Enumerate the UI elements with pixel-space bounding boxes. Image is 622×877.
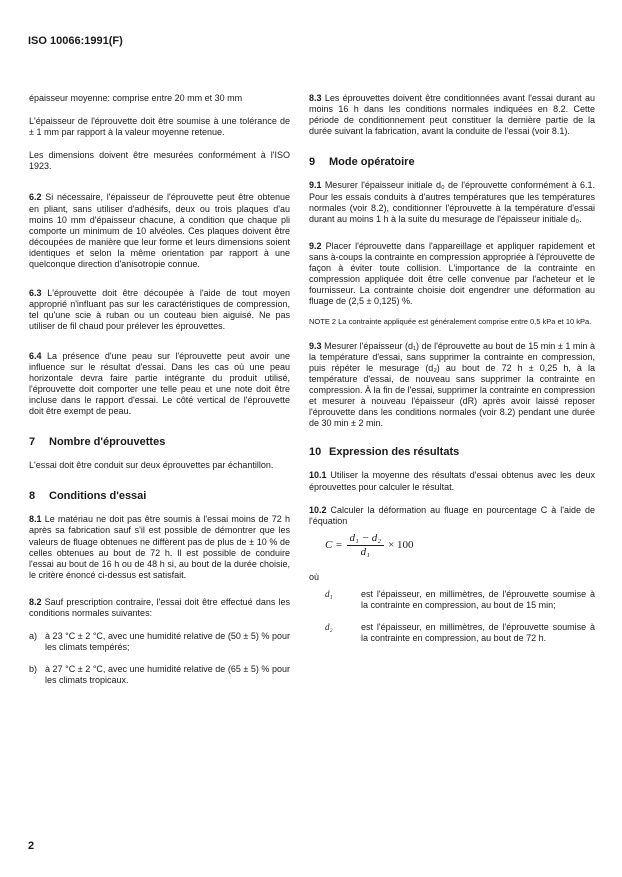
section-number: 8 [29,490,36,503]
paragraph: épaisseur moyenne: comprise entre 20 mm et 30 mm [29,93,243,103]
note-2: NOTE 2 La contrainte appliquée est généralement comprise entre 0,5 kPa et 10 kPa. [309,317,592,327]
clause-number: 8.3 [309,93,322,103]
section-heading-7 [29,437,290,448]
clause-number: 8.2 [29,596,42,607]
list-text: à 23 °C ± 2 °C, avec une humidité relative de (50 ± 5) % pour les climats tempérés; [45,631,290,653]
clause-text: Sauf prescription contraire, l'essai doit être effectué dans les conditions normales suivantes: [29,596,290,618]
formula-tail: × 100 [388,538,414,551]
section-title: Nombre d'éprouvettes [49,436,166,449]
paragraph: L'épaisseur de l'éprouvette doit être soumise à une tolérance de ± 1 mm par rapport à la valeur moyenne retenue. [29,116,290,138]
clause-number: 6.2 [29,192,42,203]
section-number: 7 [29,436,36,449]
clause-6-2 [29,192,290,270]
definition-d1 [309,589,595,611]
clause-text: L'éprouvette doit être découpée à l'aide de tout moyen approprié n'influant pas sur les caractéristiques de compression, tel qu'une scie à ruban ou un couteau bien aiguisé. Ne pas utiliser de fil chaud pour prélever les éprouvettes. [29,288,290,332]
clause-number: 6.4 [29,350,42,361]
clause-number: 8.1 [29,514,42,525]
clause-10-1 [309,470,595,492]
definition-d2 [309,622,595,644]
section-number: 9 [309,156,316,169]
clause-text: La présence d'une peau sur l'éprouvette peut avoir une influence sur le résultat d'essai. Dans les cas où une peau horizontale devra faire partie intégrante du produit utilisé, l'éprouvette doit comporter une telle peau et une note doit être incluse dans le rapport d'essai. Le côté vertical de l'éprouvette doit être exempt de peau. [29,350,290,416]
list-text: à 27 °C ± 2 °C, avec une humidité relative de (65 ± 5) % pour les climats tropicaux. [45,664,290,686]
clause-8-3 [309,93,595,137]
clause-number: 10.1 [309,470,327,481]
document-header: ISO 10066:1991(F) [28,35,123,47]
formula-lhs: C = [325,538,343,551]
clause-10-2 [309,505,595,527]
clause-number: 9.2 [309,240,322,251]
section-title: Conditions d'essai [49,490,147,503]
clause-6-4 [29,351,290,418]
clause-text: Mesurer l'épaisseur (d₁) de l'éprouvette au bout de 15 min ± 1 min à la température d'essai, sans supprimer la contrainte en compression, puis répéter le mesurage (d₂) au bout de 72 h ± 0,25 h, à la température d'essai, de nouveau sans supprimer la contrainte en compression. À la fin de l'essai, supprimer la contrainte en compression et mesurer à nouveau l'épaisseur (dR) après avoir laissé reposer l'éprouvette dans les conditions normales (voir 8.2) pendant une durée de 30 min ± 2 min. [309,340,595,429]
clause-8-1 [29,514,290,581]
clause-9-3 [309,341,595,430]
right-column [309,93,595,655]
creep-formula [325,533,595,558]
formula-numerator: d₁ − d₂ [347,533,385,546]
clause-number: 9.1 [309,180,322,191]
definition-symbol: d₂ [325,622,333,633]
clause-8-2 [29,597,290,619]
list-item [29,631,290,653]
section-heading-8 [29,491,290,502]
clause-text: Le matériau ne doit pas être soumis à l'essai moins de 72 h après sa fabrication sauf s'il est possible de démontrer que les valeurs de fluage obtenues ne diffèrent pas de plus de ± 10 % de celles obtenues au bout de 72 h. Il est possible de conduire l'essai au bout de 16 h ou de 48 h si, au bout de la durée choisie, le critère énoncé ci-dessus est satisfait. [29,514,290,580]
paragraph: Les dimensions doivent être mesurées conformément à l'ISO 1923. [29,150,290,172]
clause-number: 10.2 [309,504,327,515]
clause-text: Mesurer l'épaisseur initiale d₀ de l'éprouvette conformément à 6.1. Pour les essais conduits à d'autres températures que les températures normales (voir 8.2), conditionner l'éprouvette à la température d'essai durant au moins 1 h à la suite du mesurage de l'épaisseur initiale d₀. [309,180,595,224]
clause-9-2 [309,241,595,308]
clause-text: Si nécessaire, l'épaisseur de l'éprouvette peut être obtenue en pliant, sans utiliser d'adhésifs, deux ou trois plaques d'au moins 10 mm d'épaisseur chacune, à condition que chaque pli comporte un minimum de 10 alvéoles. Ces plaques doivent être découpées de manière que leur forme et leurs dimensions soient identiques et selon la même orientation par rapport à une quelconque direction d'anisotropie connue. [29,192,290,270]
left-column [29,93,290,697]
clause-6-3 [29,288,290,332]
list-item [29,664,290,686]
clause-9-1 [309,180,595,224]
formula-fraction [347,533,385,558]
section-heading-9 [309,157,595,168]
clause-text: Placer l'éprouvette dans l'appareillage et appliquer rapidement et sans à-coups la contrainte en compression appropriée à l'éprouvette de façon à éviter toute collision. L'importance de la contrainte en compression appliquée doit être celle convenue par l'acheteur et le fournisseur. La contrainte choisie doit engendrer une déformation au fluage de (2,5 ± 0,125) %. [309,240,595,307]
list-label: b) [29,664,38,675]
clause-number: 9.3 [309,340,322,351]
clause-number: 6.3 [29,288,42,299]
section-number: 10 [309,446,322,459]
definition-symbol: d₁ [325,589,333,600]
clause-text: Les éprouvettes doivent être conditionnées avant l'essai durant au moins 16 h dans les conditions normales indiquées en 8.2. Cette période de conditionnement peut constituer la dernière partie de la durée suivant la fabrication, avant la conduite de l'essai (voir 8.1). [309,93,595,137]
clause-text: Utiliser la moyenne des résultats d'essai obtenus avec les deux éprouvettes pour calculer le résultat. [309,470,595,492]
clause-text: Calculer la déformation au fluage en pourcentage C à l'aide de l'équation [309,504,595,526]
formula-denominator: d₁ [360,545,370,558]
section-heading-10 [309,447,595,458]
where-label: où [309,572,320,583]
definition-text: est l'épaisseur, en millimètres, de l'éprouvette soumise à la contrainte en compression, au bout de 72 h. [361,622,595,644]
section-title: Mode opératoire [329,156,415,169]
section-title: Expression des résultats [329,446,460,459]
definition-text: est l'épaisseur, en millimètres, de l'éprouvette soumise à la contrainte en compression, au bout de 15 min; [361,589,595,611]
list-label: a) [29,631,38,642]
section-7-text: L'essai doit être conduit sur deux éprouvettes par échantillon. [29,460,274,471]
page-number: 2 [28,840,35,852]
